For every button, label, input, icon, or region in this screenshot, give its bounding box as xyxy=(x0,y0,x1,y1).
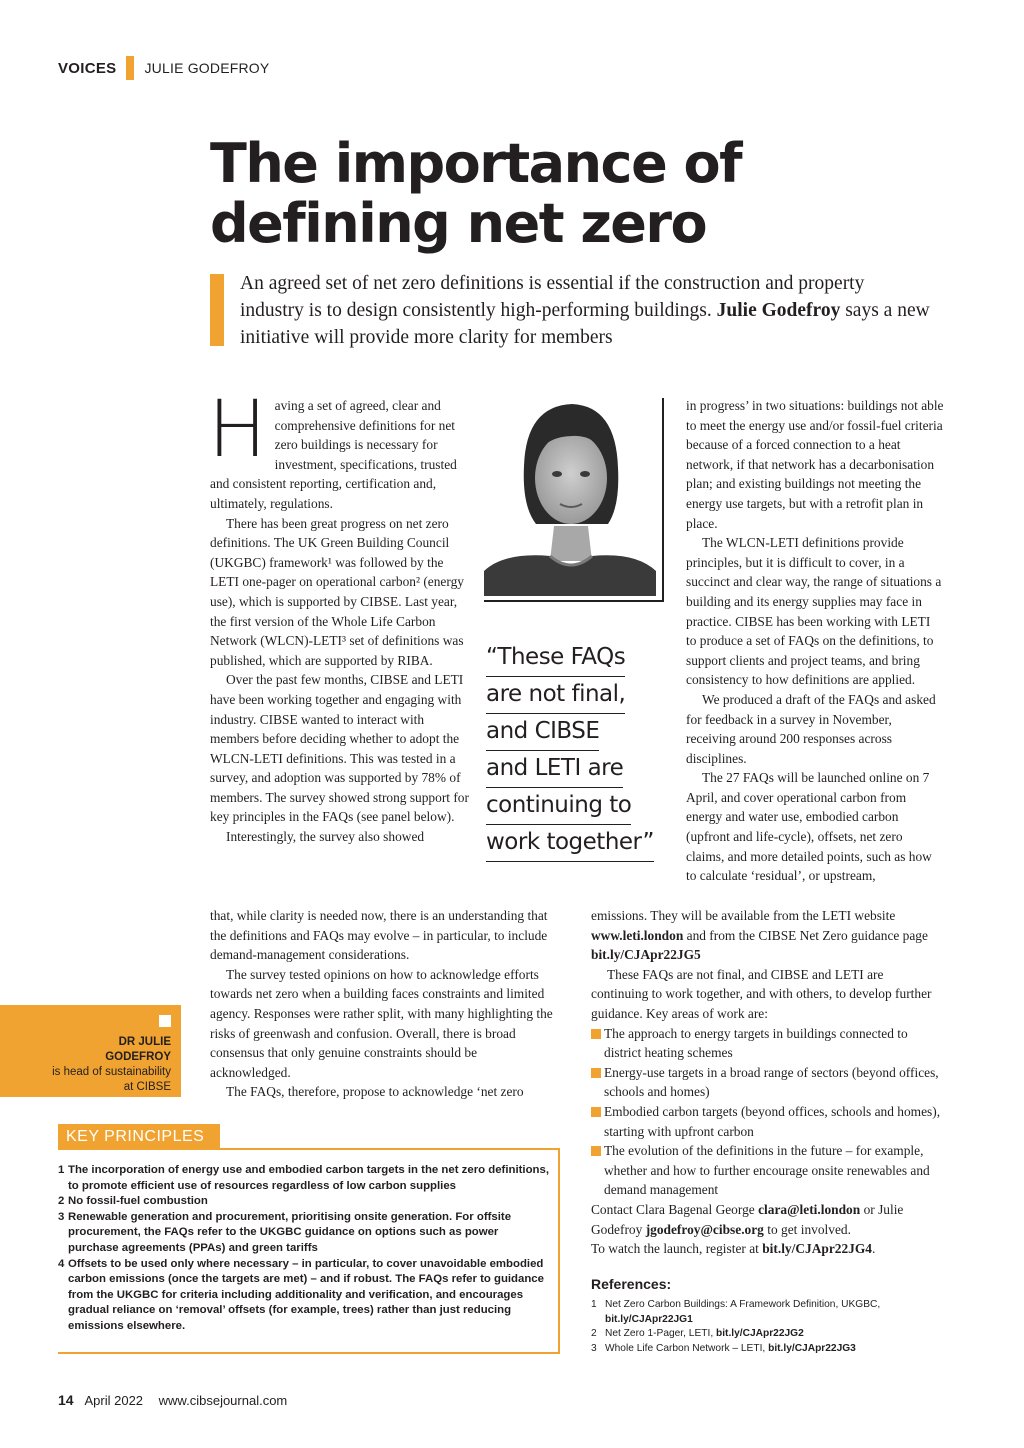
reference-item: 1 Net Zero Carbon Buildings: A Framework Definition, UKGBC, bit.ly/CJApr22JG1 xyxy=(591,1299,881,1325)
section-label: VOICES xyxy=(58,59,117,77)
drop-cap: H xyxy=(208,385,267,475)
link[interactable]: bit.ly/CJApr22JG2 xyxy=(716,1328,804,1339)
page-footer xyxy=(58,1392,287,1408)
body-column-1 xyxy=(208,385,470,847)
body-column-3-continued xyxy=(591,906,944,1259)
bio-name: DR JULIE xyxy=(118,1036,171,1048)
reference-item: 2 Net Zero 1-Pager, LETI, bit.ly/CJApr22JG2 xyxy=(591,1328,804,1339)
bullet-icon xyxy=(591,1029,601,1039)
pull-quote: “These FAQs are not final, and CIBSE and LETI are continuing to work together” xyxy=(486,640,656,862)
bullet-item: Energy-use targets in a broad range of sectors (beyond offices, schools and homes) xyxy=(591,1063,944,1102)
paragraph: The WLCN-LETI definitions provide principles, but it is difficult to cover, in a succinct and clear way, the range of situations a building and its energy supplies may face in practice. CIBSE has been working with LETI to produce a set of FAQs on the definitions, to support clients and project teams, and bring consistency to how definitions are applied. xyxy=(686,535,942,688)
standfirst-accent xyxy=(210,274,224,346)
paragraph: Over the past few months, CIBSE and LETI have been working together and engaging with industry. CIBSE wanted to interact with members before deciding whether to adopt the WLCN-LETI definitions. This was tested in a survey, and adoption was supported by 78% of members. The survey showed strong support for key principles in the FAQs (see panel below). xyxy=(210,672,469,825)
photo-frame-line xyxy=(484,600,664,602)
paragraph: that, while clarity is needed now, there is an understanding that the definitions and FAQs may evolve – in particular, to include demand-management considerations. xyxy=(210,908,548,963)
paragraph: emissions. They will be available from the LETI website www.leti.london and from the CIBSE Net Zero guidance page bit.ly/CJApr22JG5 xyxy=(591,908,928,963)
paragraph: The FAQs, therefore, propose to acknowledge ‘net zero xyxy=(226,1084,524,1100)
photo-frame-line xyxy=(662,398,664,602)
author-bio-box xyxy=(0,1005,181,1097)
paragraph: Interestingly, the survey also showed xyxy=(226,829,425,845)
link[interactable]: www.leti.london xyxy=(591,927,684,943)
paragraph: in progress’ in two situations: buildings not able to meet the energy use and/or fossil-fuel criteria because of a forced connection to a heat network, if that network has a decarbonisation plan; and existing buildings not meeting the energy use targets, but with a retrofit plan in place. xyxy=(686,398,944,531)
email-link[interactable]: clara@leti.london xyxy=(758,1201,861,1217)
list-item: 1 The incorporation of energy use and embodied carbon targets in the net zero definitions, to promote efficient use of resources regardless of low carbon supplies xyxy=(58,1164,549,1192)
references-list xyxy=(591,1298,931,1356)
author-portrait xyxy=(484,396,656,596)
bio-role: is head of sustainability xyxy=(52,1066,171,1078)
bullet-item: Embodied carbon targets (beyond offices, schools and homes), starting with upfront carbon xyxy=(591,1102,944,1141)
paragraph: We produced a draft of the FAQs and asked for feedback in a survey in November, receiving around 200 responses across disciplines. xyxy=(686,691,936,766)
references-title: References: xyxy=(591,1276,672,1292)
author-label: JULIE GODEFROY xyxy=(144,60,270,76)
bullet-icon xyxy=(591,1107,601,1117)
page-number: 14 xyxy=(58,1392,74,1408)
paragraph: Having a set of agreed, clear and comprehensive definitions for net zero buildings is necessary for investment, specifications, trusted and consistent reporting, certification and, ultimately, regulations. xyxy=(208,385,457,511)
standfirst: An agreed set of net zero definitions is essential if the construction and property industry is to design consistently high-performing buildings. Julie Godefroy says a new initiative will provide more clarity for members xyxy=(240,273,930,348)
panel-border xyxy=(220,1148,560,1150)
body-column-3 xyxy=(686,396,944,886)
paragraph: To watch the launch, register at bit.ly/CJApr22JG4. xyxy=(591,1241,876,1257)
email-link[interactable]: jgodefroy@cibse.org xyxy=(645,1221,764,1237)
key-principles-list xyxy=(58,1163,552,1335)
paragraph: The survey tested opinions on how to acknowledge efforts towards net zero when a building faces constraints and limited agency. Responses were rather split, with many highlighting the risks of greenwash and confusion. Overall, there is broad consensus that only genuine constraints should be acknowledged. xyxy=(210,966,553,1080)
bullet-icon xyxy=(591,1068,601,1078)
paragraph: There has been great progress on net zero definitions. The UK Green Building Council (UKGBC) framework¹ was followed by the LETI one-pager on operational carbon² (energy use), which is supported by CIBSE. Last year, the first version of the Whole Life Carbon Network (WLCN)-LETI³ set of definitions was published, which are supported by RIBA. xyxy=(210,515,464,668)
list-item: 2 No fossil-fuel combustion xyxy=(58,1195,208,1208)
paragraph: Contact Clara Bagenal George clara@leti.london or Julie Godefroy jgodefroy@cibse.org to get involved. xyxy=(591,1201,904,1237)
bullet-item: The approach to energy targets in buildings connected to district heating schemes xyxy=(591,1024,944,1063)
bullet-icon xyxy=(591,1146,601,1156)
page-title: The importance of defining net zero xyxy=(210,132,742,255)
list-item: 3 Renewable generation and procurement, prioritising onsite generation. For offsite procurement, the FAQs refer to the UKGBC guidance on options such as power purchase agreements (PPAs) and green tariffs xyxy=(58,1210,512,1254)
reference-item: 3 Whole Life Carbon Network – LETI, bit.ly/CJApr22JG3 xyxy=(591,1342,856,1354)
body-column-1-continued xyxy=(210,906,560,1102)
panel-border xyxy=(558,1148,560,1354)
bullet-item: The evolution of the definitions in the future – for example, whether and how to further encourage onsite renewables and demand management xyxy=(591,1141,944,1200)
link[interactable]: bit.ly/CJApr22JG1 xyxy=(605,1313,693,1325)
panel-border xyxy=(58,1352,560,1354)
website-link[interactable]: www.cibsejournal.com xyxy=(158,1393,288,1408)
key-principles-heading: KEY PRINCIPLES xyxy=(58,1124,220,1150)
bio-square-icon xyxy=(159,1015,171,1027)
link[interactable]: bit.ly/CJApr22JG4 xyxy=(762,1241,872,1257)
paragraph: These FAQs are not final, and CIBSE and LETI are continuing to work together, and with others, to develop further guidance. Key areas of work are: xyxy=(591,966,932,1021)
paragraph: The 27 FAQs will be launched online on 7 April, and cover operational carbon from energy and water use, embodied carbon (upfront and life-cycle), offsets, net zero claims, and more detailed points, such as how to calculate ‘residual’, or upstream, xyxy=(686,770,932,884)
bio-name: GODEFROY xyxy=(105,1051,171,1063)
page-header xyxy=(58,56,269,80)
issue-date: April 2022 xyxy=(84,1393,144,1408)
link[interactable]: bit.ly/CJApr22JG3 xyxy=(768,1342,856,1354)
bio-role: at CIBSE xyxy=(123,1081,171,1093)
list-item: 4 Offsets to be used only where necessary – in particular, to cover unavoidable embodied carbon emissions (once the targets are met) – and if robust. The FAQs refer to guidance from the UKGBC for criteria including additionality and verification, and encourages gradual reliance on ‘removal’ offsets (for example, trees) rather than just reducing emissions elsewhere. xyxy=(58,1257,544,1332)
header-divider xyxy=(126,56,134,80)
link[interactable]: bit.ly/CJApr22JG5 xyxy=(591,947,701,963)
